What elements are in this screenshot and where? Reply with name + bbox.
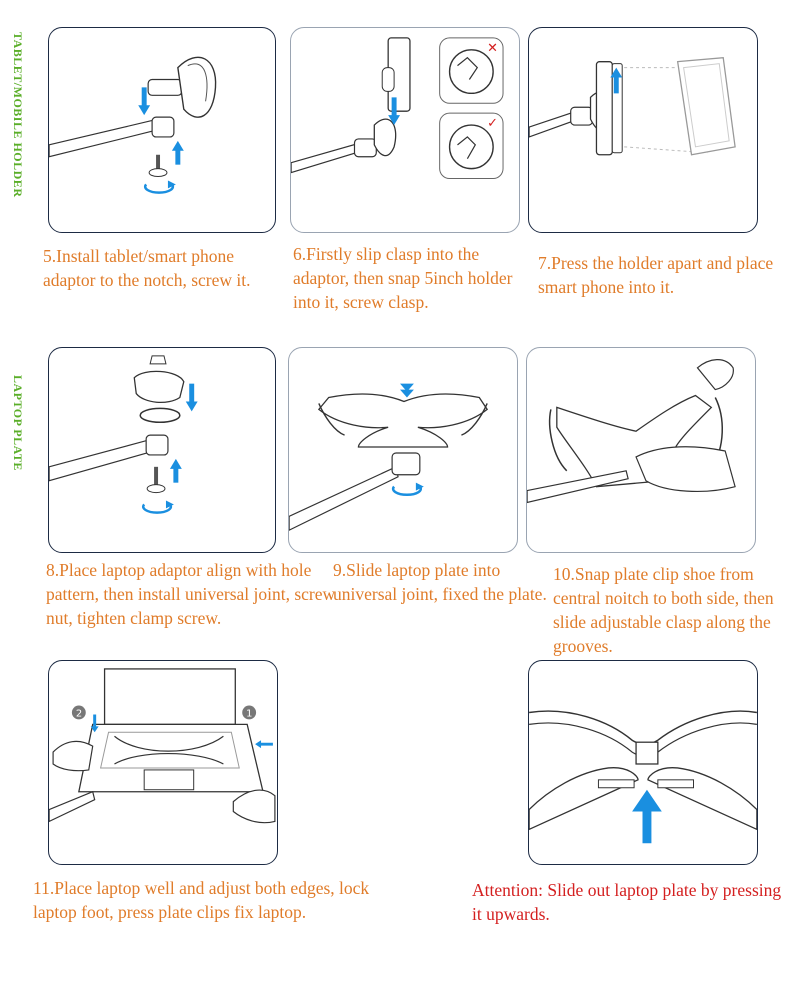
step10-caption: 10.Snap plate clip shoe from central noitch to both side, then slide adjustable clasp along the grooves. <box>553 564 774 656</box>
marker-two: 2 <box>75 708 83 720</box>
step11-caption: 11.Place laptop well and adjust both edges, lock laptop foot, press plate clips fix laptop. <box>33 878 370 922</box>
marker-one: 1 <box>246 708 253 720</box>
section-label-tablet-holder: TABLET/MOBILE HOLDER <box>11 32 25 198</box>
step6-illustration <box>290 27 520 233</box>
right-mark: ✓ <box>487 116 498 132</box>
step5-caption: 5.Install tablet/smart phone adaptor to the notch, screw it. <box>43 246 251 290</box>
step6-caption: 6.Firstly slip clasp into the adaptor, then snap 5inch holder into it, screw clasp. <box>293 244 513 312</box>
step8-caption: 8.Place laptop adaptor align with hole pattern, then install universal joint, screw nut, tighten clamp screw. <box>46 560 336 628</box>
attention-illustration <box>528 660 758 865</box>
attention-caption: Attention: Slide out laptop plate by pressing it upwards. <box>472 880 782 924</box>
step8-illustration <box>48 347 276 553</box>
step7-illustration <box>528 27 758 233</box>
step9-illustration <box>288 347 518 553</box>
section-label-laptop-plate: LAPTOP PLATE <box>11 375 25 471</box>
step5-illustration <box>48 27 276 233</box>
step7-caption: 7.Press the holder apart and place smart phone into it. <box>538 253 774 297</box>
wrong-mark: ✕ <box>487 40 498 56</box>
step9-caption: 9.Slide laptop plate into universal joint, fixed the plate. <box>333 560 547 604</box>
step11-illustration <box>48 660 278 865</box>
step10-illustration <box>526 347 756 553</box>
